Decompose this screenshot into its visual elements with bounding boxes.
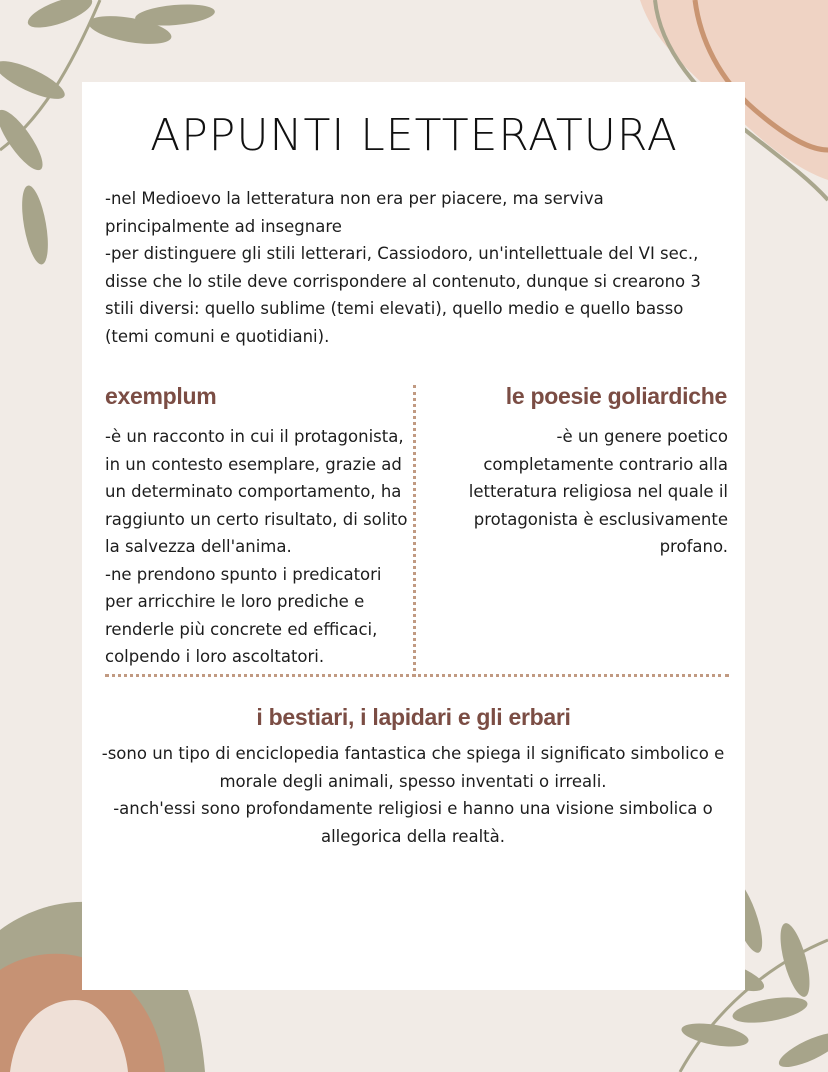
goliardiche-paragraph: -è un genere poetico completamente contrario alla letteratura religiosa nel quale il protagonista è esclusivamente profano. <box>468 427 728 556</box>
exemplum-heading: exemplum <box>105 383 217 409</box>
exemplum-paragraph: -è un racconto in cui il protagonista, in un contesto esemplare, grazie ad un determinato comportamento, ha raggiunto un certo risultato, di solito la salvezza dell'anima. <box>105 427 408 556</box>
intro-paragraph: -nel Medioevo la letteratura non era per piacere, ma serviva principalmente ad insegnare <box>105 189 604 236</box>
intro-paragraph: -per distinguere gli stili letterari, Cassiodoro, un'intellettuale del VI sec., disse che lo stile deve corrispondere al contenuto, dunque si crearono 3 stili diversi: quello sublime (temi elevati), quello medio e quello basso (temi comuni e quotidiani). <box>105 244 701 346</box>
bestiari-body <box>98 740 728 850</box>
bestiari-paragraph: -anch'essi sono profondamente religiosi e hanno una visione simbolica o allegorica della realtà. <box>113 799 713 846</box>
vertical-dotted-divider <box>413 385 416 677</box>
exemplum-body <box>105 423 410 671</box>
goliardiche-heading: le poesie goliardiche <box>505 383 727 409</box>
page-title: APPUNTI LETTERATURA <box>150 110 678 161</box>
exemplum-paragraph: -ne prendono spunto i predicatori per arricchire le loro prediche e renderle più concrete ed efficaci, colpendo i loro ascoltatori. <box>105 564 382 666</box>
bestiari-paragraph: -sono un tipo di enciclopedia fantastica che spiega il significato simbolico e morale degli animali, spesso inventati o irreali. <box>101 744 725 791</box>
goliardiche-body <box>440 423 728 561</box>
horizontal-dotted-divider <box>105 674 729 677</box>
bestiari-heading: i bestiari, i lapidari e gli erbari <box>256 704 571 730</box>
intro-text <box>105 185 730 350</box>
